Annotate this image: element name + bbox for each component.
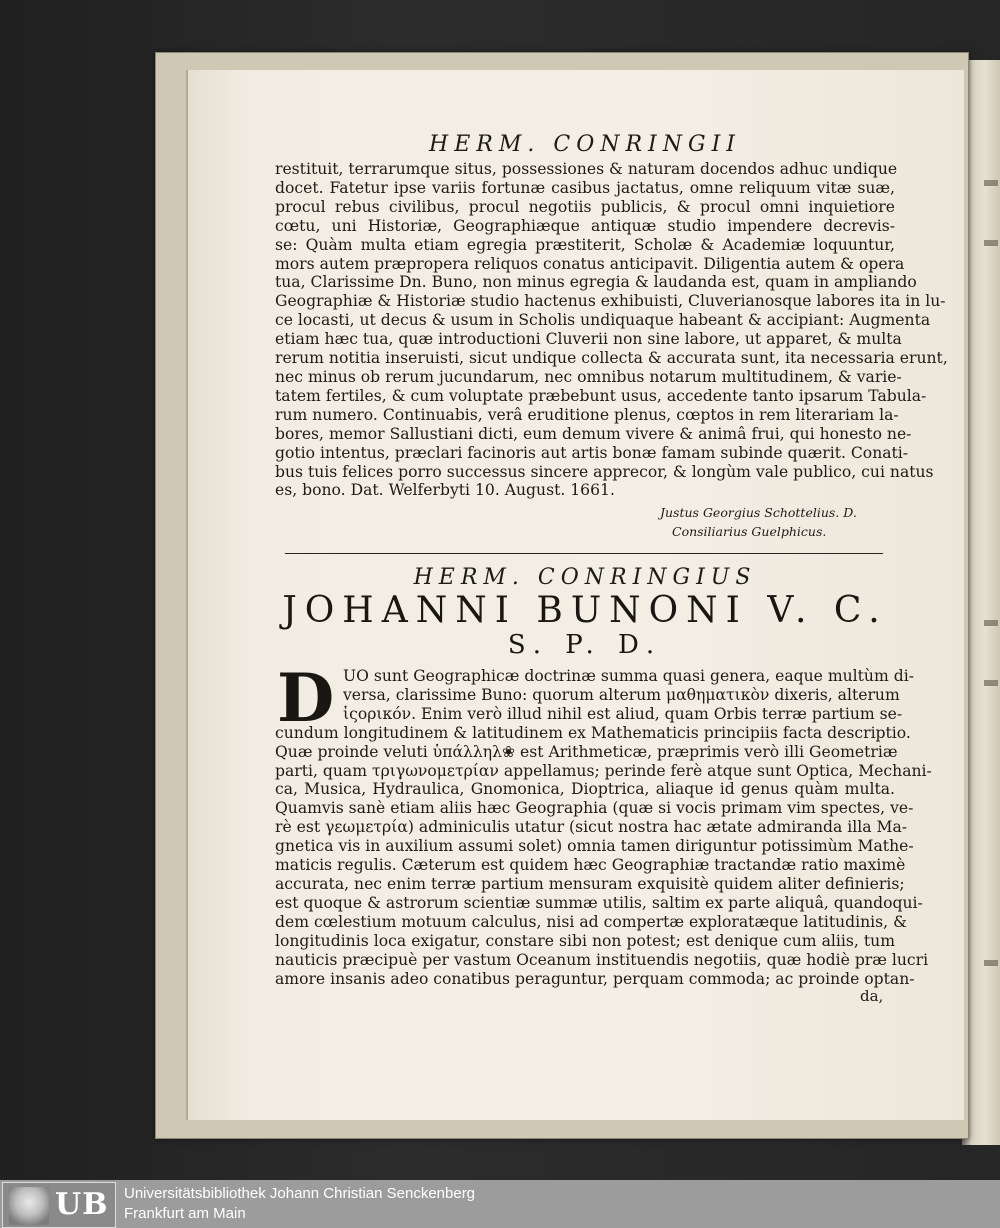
letter-1-line: docet. Fatetur ipse variis fortunæ casibus jactatus, omne reliquum vitæ suæ,	[275, 178, 895, 197]
signature-title: Consiliarius Guelphicus.	[672, 524, 827, 539]
letter-1-line: se: Quàm multa etiam egregia præstiterit, Scholæ & Academiæ loquuntur,	[275, 235, 895, 254]
letter-2-line: Quamvis sanè etiam aliis hæc Geographia (quæ si vocis primam vim spectes, ve-	[275, 799, 914, 818]
letter-2-line: UO sunt Geographicæ doctrinæ summa quasi genera, eaque multùm di-	[343, 667, 914, 685]
letter-2-line: parti, quam τριγωνομετρίαν appellamus; perinde ferè atque sunt Optica, Mechani-	[275, 761, 932, 780]
library-footer	[0, 1180, 1000, 1228]
letter-2-paragraph	[275, 659, 932, 988]
letter-2-line: gnetica vis in auxilium assumi solet) omnia tamen diriguntur potissimùm Mathe-	[275, 837, 914, 856]
letter-2-line: ca, Musica, Hydraulica, Gnomonica, Dioptrica, aliaque id genus quàm multa.	[275, 780, 895, 799]
letter-2-line: longitudinis loca exigatur, constare sibi non potest; est denique cum aliis, tum	[275, 931, 895, 950]
letter-2-line: ἱςορικόν. Enim verò illud nihil est aliud, quam Orbis terræ partium se-	[343, 704, 903, 723]
catchword: da,	[860, 987, 884, 1005]
letter-1-line: nec minus ob rerum jucundarum, nec omnibus notarum multitudinem, & varie-	[275, 367, 902, 386]
letter-2-line: dem cœlestium motuum calculus, nisi ad compertæ exploratæque latitudinis, &	[275, 912, 907, 931]
letter-1-line: restituit, terrarumque situs, possessiones & naturam docendos adhuc undique	[275, 160, 898, 178]
letter-2-line: nauticis præcipuè per vastum Oceanum instituendis negotiis, quæ hodiè præ lucri	[275, 950, 929, 969]
drop-cap: D	[277, 659, 335, 737]
letter-1-line: cœtu, uni Historiæ, Geographiæque antiquæ studio impendere decrevis-	[275, 216, 895, 235]
letter-2-body	[275, 659, 932, 988]
institution-name	[124, 1184, 475, 1224]
letter-2-line: cundum longitudinem & latitudinem ex Mathematicis principiis facta descriptio.	[275, 723, 911, 742]
library-logo[interactable]	[2, 1182, 116, 1228]
heading-addressee: JOHANNI BUNONI V. C.	[282, 590, 888, 631]
letter-1-line: etiam hæc tua, quæ introductioni Cluverii non sine labore, ut apparet, & multa	[275, 330, 902, 349]
letter-2-line: amore insanis adeo conatibus peraguntur, perquam commoda; ac proinde optan-	[275, 969, 915, 988]
letter-1-body	[275, 160, 948, 500]
letter-2-line: rè est γεωμετρία) adminiculis utatur (sicut nostra hac ætate admiranda illa Ma-	[275, 818, 908, 837]
letter-2-line: est quoque & astrorum scientiæ summæ utilis, saltim ex parte aliquâ, quandoqui-	[275, 893, 923, 912]
signature-block	[660, 503, 900, 541]
letter-1-line: tatem fertiles, & cum voluptate præbebunt usus, accedente tanto ipsarum Tabula-	[275, 386, 927, 405]
letter-1-line: rerum notitia inseruisti, sicut undique collecta & accurata sunt, ita necessaria erunt,	[275, 349, 948, 368]
institution-line-1: Universitätsbibliothek Johann Christian Senckenberg	[124, 1185, 476, 1202]
letter-1-line: bores, memor Sallustiani dicti, eum demum vivere & animâ frui, qui honesto ne-	[275, 424, 912, 443]
letter-1-line: bus tuis felices porro successus sincere apprecor, & longùm vale publico, cui natus	[275, 462, 934, 481]
letter-2-line: Quæ proinde veluti ὑπάλληλ❀ est Arithmeticæ, præprimis verò illi Geometriæ	[275, 742, 898, 761]
letter-1-line: ce locasti, ut decus & usum in Scholis undiquaque habeant & accipiant: Augmenta	[275, 311, 931, 330]
logo-text: UB	[55, 1187, 109, 1222]
letter-2-line: accurata, nec enim terræ partium mensuram exquisitè quidem aliter definieris;	[275, 874, 905, 893]
heading-author: HERM. CONRINGIUS	[413, 565, 757, 590]
letter-1-line: rum numero. Continuabis, verâ eruditione plenus, cœptos in rem literariam la-	[275, 405, 899, 424]
institution-line-2: Frankfurt am Main	[124, 1205, 246, 1222]
letter-2-line: maticis regulis. Cæterum est quidem hæc Geographiæ tractandæ ratio maximè	[275, 856, 906, 875]
letter-1-line: mors autem præpropera reliquos conatus anticipavit. Diligentia autem & opera	[275, 254, 905, 273]
heading-salutation: S. P. D.	[507, 630, 663, 660]
letter-2-line: versa, clarissime Buno: quorum alterum μαθηματικὸν dixeris, alterum	[343, 685, 900, 704]
portrait-icon	[9, 1187, 49, 1225]
running-head: HERM. CONRINGII	[429, 132, 741, 157]
letter-1-line: Geographiæ & Historiæ studio hactenus exhibuisti, Cluverianosque labores ita in lu-	[275, 292, 946, 311]
section-divider	[285, 553, 883, 554]
letter-1-line: es, bono. Dat. Welferbyti 10. August. 1661.	[275, 481, 615, 500]
letter-1-line: tua, Clarissime Dn. Buno, non minus egregia & laudanda est, quam in ampliando	[275, 273, 917, 292]
letter-1-paragraph	[275, 160, 948, 500]
letter-1-line: procul rebus civilibus, procul negotiis publicis, & procul omni inquietiore	[275, 197, 895, 216]
signature-name: Justus Georgius Schottelius. D.	[660, 505, 857, 520]
letter-1-line: gotio intentus, præclari facinoris aut artis bonæ famam subinde quærit. Conati-	[275, 443, 909, 462]
